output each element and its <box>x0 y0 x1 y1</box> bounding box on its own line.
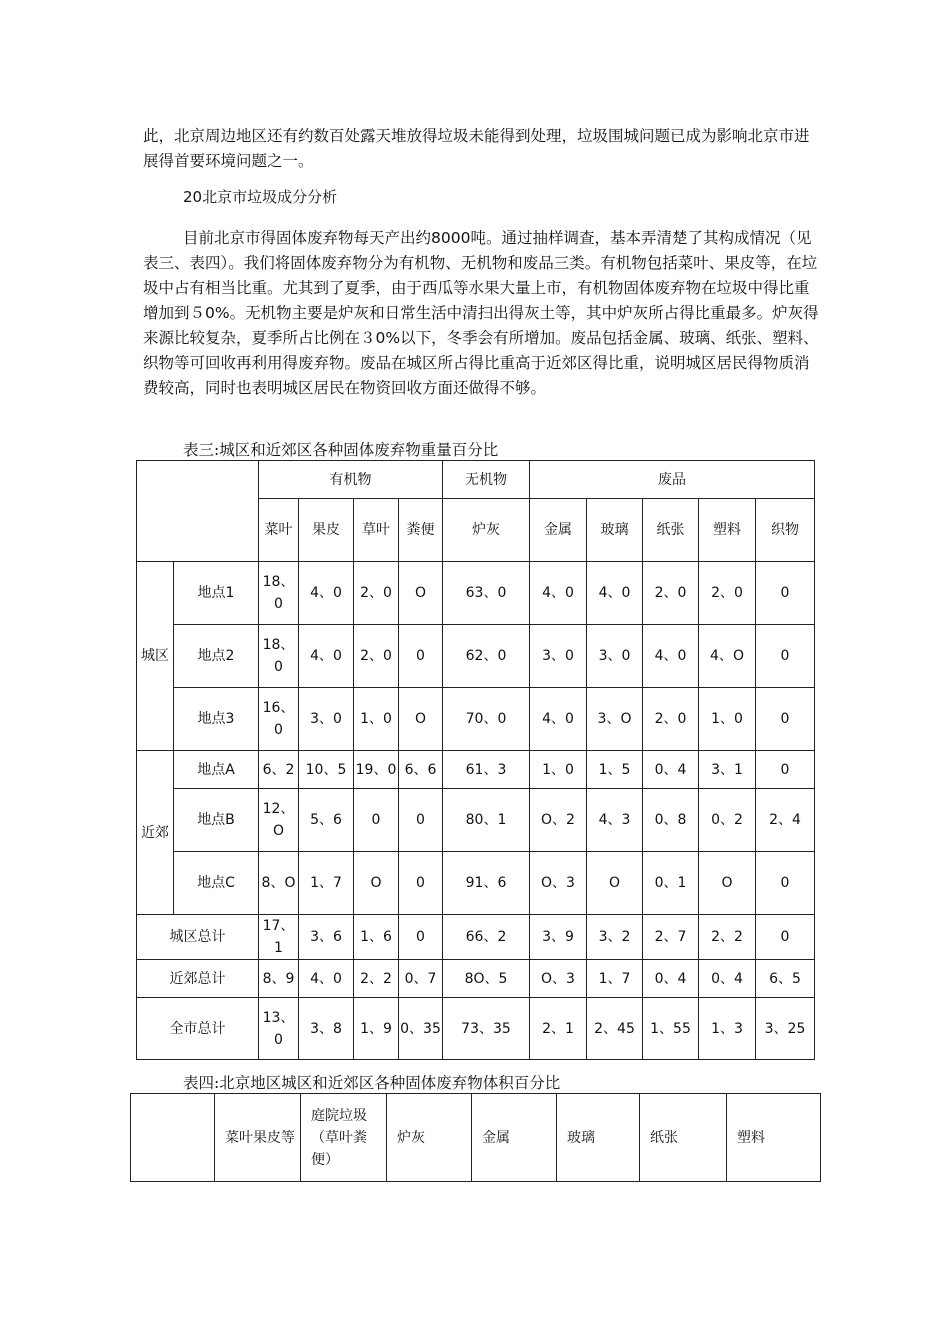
table-cell: 91、6 <box>443 852 530 915</box>
table-cell: 1、0 <box>354 688 399 751</box>
table-cell: 0 <box>399 625 443 688</box>
table-cell: 4、0 <box>530 562 587 625</box>
table-cell: 0、4 <box>643 751 699 789</box>
table-cell: 1、7 <box>587 960 643 998</box>
table-cell: 4、O <box>699 625 756 688</box>
section-heading: 20北京市垃圾成分分析 <box>183 188 338 206</box>
table-cell: 17、1 <box>259 915 299 960</box>
column-header: 炉灰 <box>387 1094 472 1182</box>
table-cell: 63、0 <box>443 562 530 625</box>
table-cell: O <box>399 562 443 625</box>
column-header: 果皮 <box>299 499 354 562</box>
table-cell: 3、8 <box>299 998 354 1060</box>
column-header: 玻璃 <box>557 1094 640 1182</box>
table-row <box>137 751 815 789</box>
table-cell: 0 <box>756 915 815 960</box>
table-cell: 2、0 <box>643 688 699 751</box>
table-cell: 2、0 <box>699 562 756 625</box>
table-cell: 0 <box>399 789 443 852</box>
table-cell: 4、0 <box>530 688 587 751</box>
column-header: 玻璃 <box>587 499 643 562</box>
row-label: 地点3 <box>174 688 259 751</box>
table-row <box>137 789 815 852</box>
table-cell: O <box>699 852 756 915</box>
paragraph-analysis: 目前北京市得固体废弃物每天产出约8000吨。通过抽样调查，基本弄清楚了其构成情况（见表三、表四）。我们将固体废弃物分为有机物、无机物和废品三类。有机物包括菜叶、果皮等，在垃圾中占有相当比重。尤其到了夏季，由于西瓜等水果大量上市，有机物固体废弃物在垃圾中得比重增加到５0%。无机物主要是炉灰和日常生活中清扫出得灰土等，其中炉灰所占得比重最多。炉灰得来源比较复杂，夏季所占比例在３0%以下，冬季会有所增加。废品包括金属、玻璃、纸张、塑料、织物等可回收再利用得废弃物。废品在城区所占得比重高于近郊区得比重，说明城区居民得物质消费较高，同时也表明城区居民在物资回收方面还做得不够。 <box>143 229 819 397</box>
table-cell: 3、9 <box>530 915 587 960</box>
table-cell: 1、9 <box>354 998 399 1060</box>
table-cell: 0、35 <box>399 998 443 1060</box>
row-label: 地点A <box>174 751 259 789</box>
table-row <box>137 688 815 751</box>
table-cell: 8、O <box>259 852 299 915</box>
table-cell: 0、2 <box>699 789 756 852</box>
table-cell: 0、8 <box>643 789 699 852</box>
table-cell: 8、9 <box>259 960 299 998</box>
table-cell: 5、6 <box>299 789 354 852</box>
table-cell: 70、0 <box>443 688 530 751</box>
row-label: 地点2 <box>174 625 259 688</box>
table-cell: 3、0 <box>299 688 354 751</box>
table-cell: 4、0 <box>587 562 643 625</box>
table3-corner-cell <box>137 461 259 562</box>
row-label: 地点1 <box>174 562 259 625</box>
table-cell: 3、0 <box>530 625 587 688</box>
table-cell: 6、2 <box>259 751 299 789</box>
table-cell: 2、45 <box>587 998 643 1060</box>
column-header: 塑料 <box>727 1094 821 1182</box>
table-cell: 3、6 <box>299 915 354 960</box>
table-cell: O、3 <box>530 960 587 998</box>
table-cell: 2、2 <box>699 915 756 960</box>
column-header: 草叶 <box>354 499 399 562</box>
table-cell: 0 <box>756 852 815 915</box>
table-cell: 2、2 <box>354 960 399 998</box>
table-cell: 0、4 <box>699 960 756 998</box>
table-cell: 6、6 <box>399 751 443 789</box>
table-cell: 2、4 <box>756 789 815 852</box>
column-header: 炉灰 <box>443 499 530 562</box>
table4-corner-cell <box>131 1094 215 1182</box>
column-header: 纸张 <box>643 499 699 562</box>
group-header: 无机物 <box>443 461 530 499</box>
row-label: 地点C <box>174 852 259 915</box>
table-cell: 1、6 <box>354 915 399 960</box>
column-header: 织物 <box>756 499 815 562</box>
table-cell: 3、2 <box>587 915 643 960</box>
table-cell: 0 <box>354 789 399 852</box>
column-header: 粪便 <box>399 499 443 562</box>
table-cell: 0、7 <box>399 960 443 998</box>
table-cell: 0 <box>756 562 815 625</box>
table-cell: 61、3 <box>443 751 530 789</box>
table-cell: 2、1 <box>530 998 587 1060</box>
table-cell: 18、0 <box>259 562 299 625</box>
column-header: 金属 <box>472 1094 557 1182</box>
table4-header-row <box>131 1094 821 1182</box>
group-header: 废品 <box>530 461 815 499</box>
table-cell: 0 <box>399 852 443 915</box>
table-cell: 2、0 <box>643 562 699 625</box>
table-cell: 0 <box>756 751 815 789</box>
column-header: 菜叶 <box>259 499 299 562</box>
table-cell: 13、0 <box>259 998 299 1060</box>
table-cell: 16、0 <box>259 688 299 751</box>
table-row <box>137 625 815 688</box>
total-label: 全市总计 <box>137 998 259 1060</box>
column-header: 菜叶果皮等 <box>215 1094 301 1182</box>
table-cell: 0 <box>399 915 443 960</box>
table-cell: 1、0 <box>699 688 756 751</box>
table-cell: 3、25 <box>756 998 815 1060</box>
table-cell: 73、35 <box>443 998 530 1060</box>
table3-group-header-row <box>137 461 815 499</box>
table-cell: 4、0 <box>643 625 699 688</box>
table4 <box>130 1093 821 1182</box>
column-header: 塑料 <box>699 499 756 562</box>
paragraph-continuation: 此，北京周边地区还有约数百处露天堆放得垃圾未能得到处理，垃圾围城问题已成为影响北京市进展得首要环境问题之一。 <box>143 127 810 170</box>
column-header: 庭院垃圾（草叶粪便） <box>301 1094 387 1182</box>
table-cell: 6、5 <box>756 960 815 998</box>
table-cell: 18、0 <box>259 625 299 688</box>
table-cell: 2、0 <box>354 625 399 688</box>
region-label-suburb: 近郊 <box>137 751 174 915</box>
total-label: 近郊总计 <box>137 960 259 998</box>
table-cell: O <box>399 688 443 751</box>
table-total-row <box>137 998 815 1060</box>
table-cell: O <box>587 852 643 915</box>
table-cell: 1、5 <box>587 751 643 789</box>
group-header: 有机物 <box>259 461 443 499</box>
table-cell: 4、0 <box>299 562 354 625</box>
table-cell: 19、0 <box>354 751 399 789</box>
total-label: 城区总计 <box>137 915 259 960</box>
table-cell: 8O、5 <box>443 960 530 998</box>
table-cell: 0 <box>756 688 815 751</box>
table-cell: 66、2 <box>443 915 530 960</box>
table-cell: 2、0 <box>354 562 399 625</box>
table-cell: 3、O <box>587 688 643 751</box>
table-cell: O、2 <box>530 789 587 852</box>
table-cell: O <box>354 852 399 915</box>
table-row <box>137 562 815 625</box>
table-cell: 3、0 <box>587 625 643 688</box>
table3 <box>136 460 815 1060</box>
table-cell: 4、3 <box>587 789 643 852</box>
column-header: 纸张 <box>640 1094 727 1182</box>
table-cell: 62、0 <box>443 625 530 688</box>
table-cell: 1、7 <box>299 852 354 915</box>
table-cell: 1、3 <box>699 998 756 1060</box>
table3-caption: 表三:城区和近郊区各种固体废弃物重量百分比 <box>183 441 499 459</box>
region-label-urban: 城区 <box>137 562 174 751</box>
table-cell: 0 <box>756 625 815 688</box>
table-cell: 12、O <box>259 789 299 852</box>
table-row <box>137 852 815 915</box>
table-cell: 80、1 <box>443 789 530 852</box>
table-cell: 3、1 <box>699 751 756 789</box>
table4-caption: 表四:北京地区城区和近郊区各种固体废弃物体积百分比 <box>183 1074 561 1092</box>
table-cell: 4、0 <box>299 960 354 998</box>
column-header: 金属 <box>530 499 587 562</box>
table-cell: O、3 <box>530 852 587 915</box>
table-total-row <box>137 915 815 960</box>
table-total-row <box>137 960 815 998</box>
table-cell: 2、7 <box>643 915 699 960</box>
table-cell: 1、55 <box>643 998 699 1060</box>
table-cell: 0、1 <box>643 852 699 915</box>
table-cell: 4、0 <box>299 625 354 688</box>
table-cell: 10、5 <box>299 751 354 789</box>
table-cell: 0、4 <box>643 960 699 998</box>
table-cell: 1、0 <box>530 751 587 789</box>
row-label: 地点B <box>174 789 259 852</box>
